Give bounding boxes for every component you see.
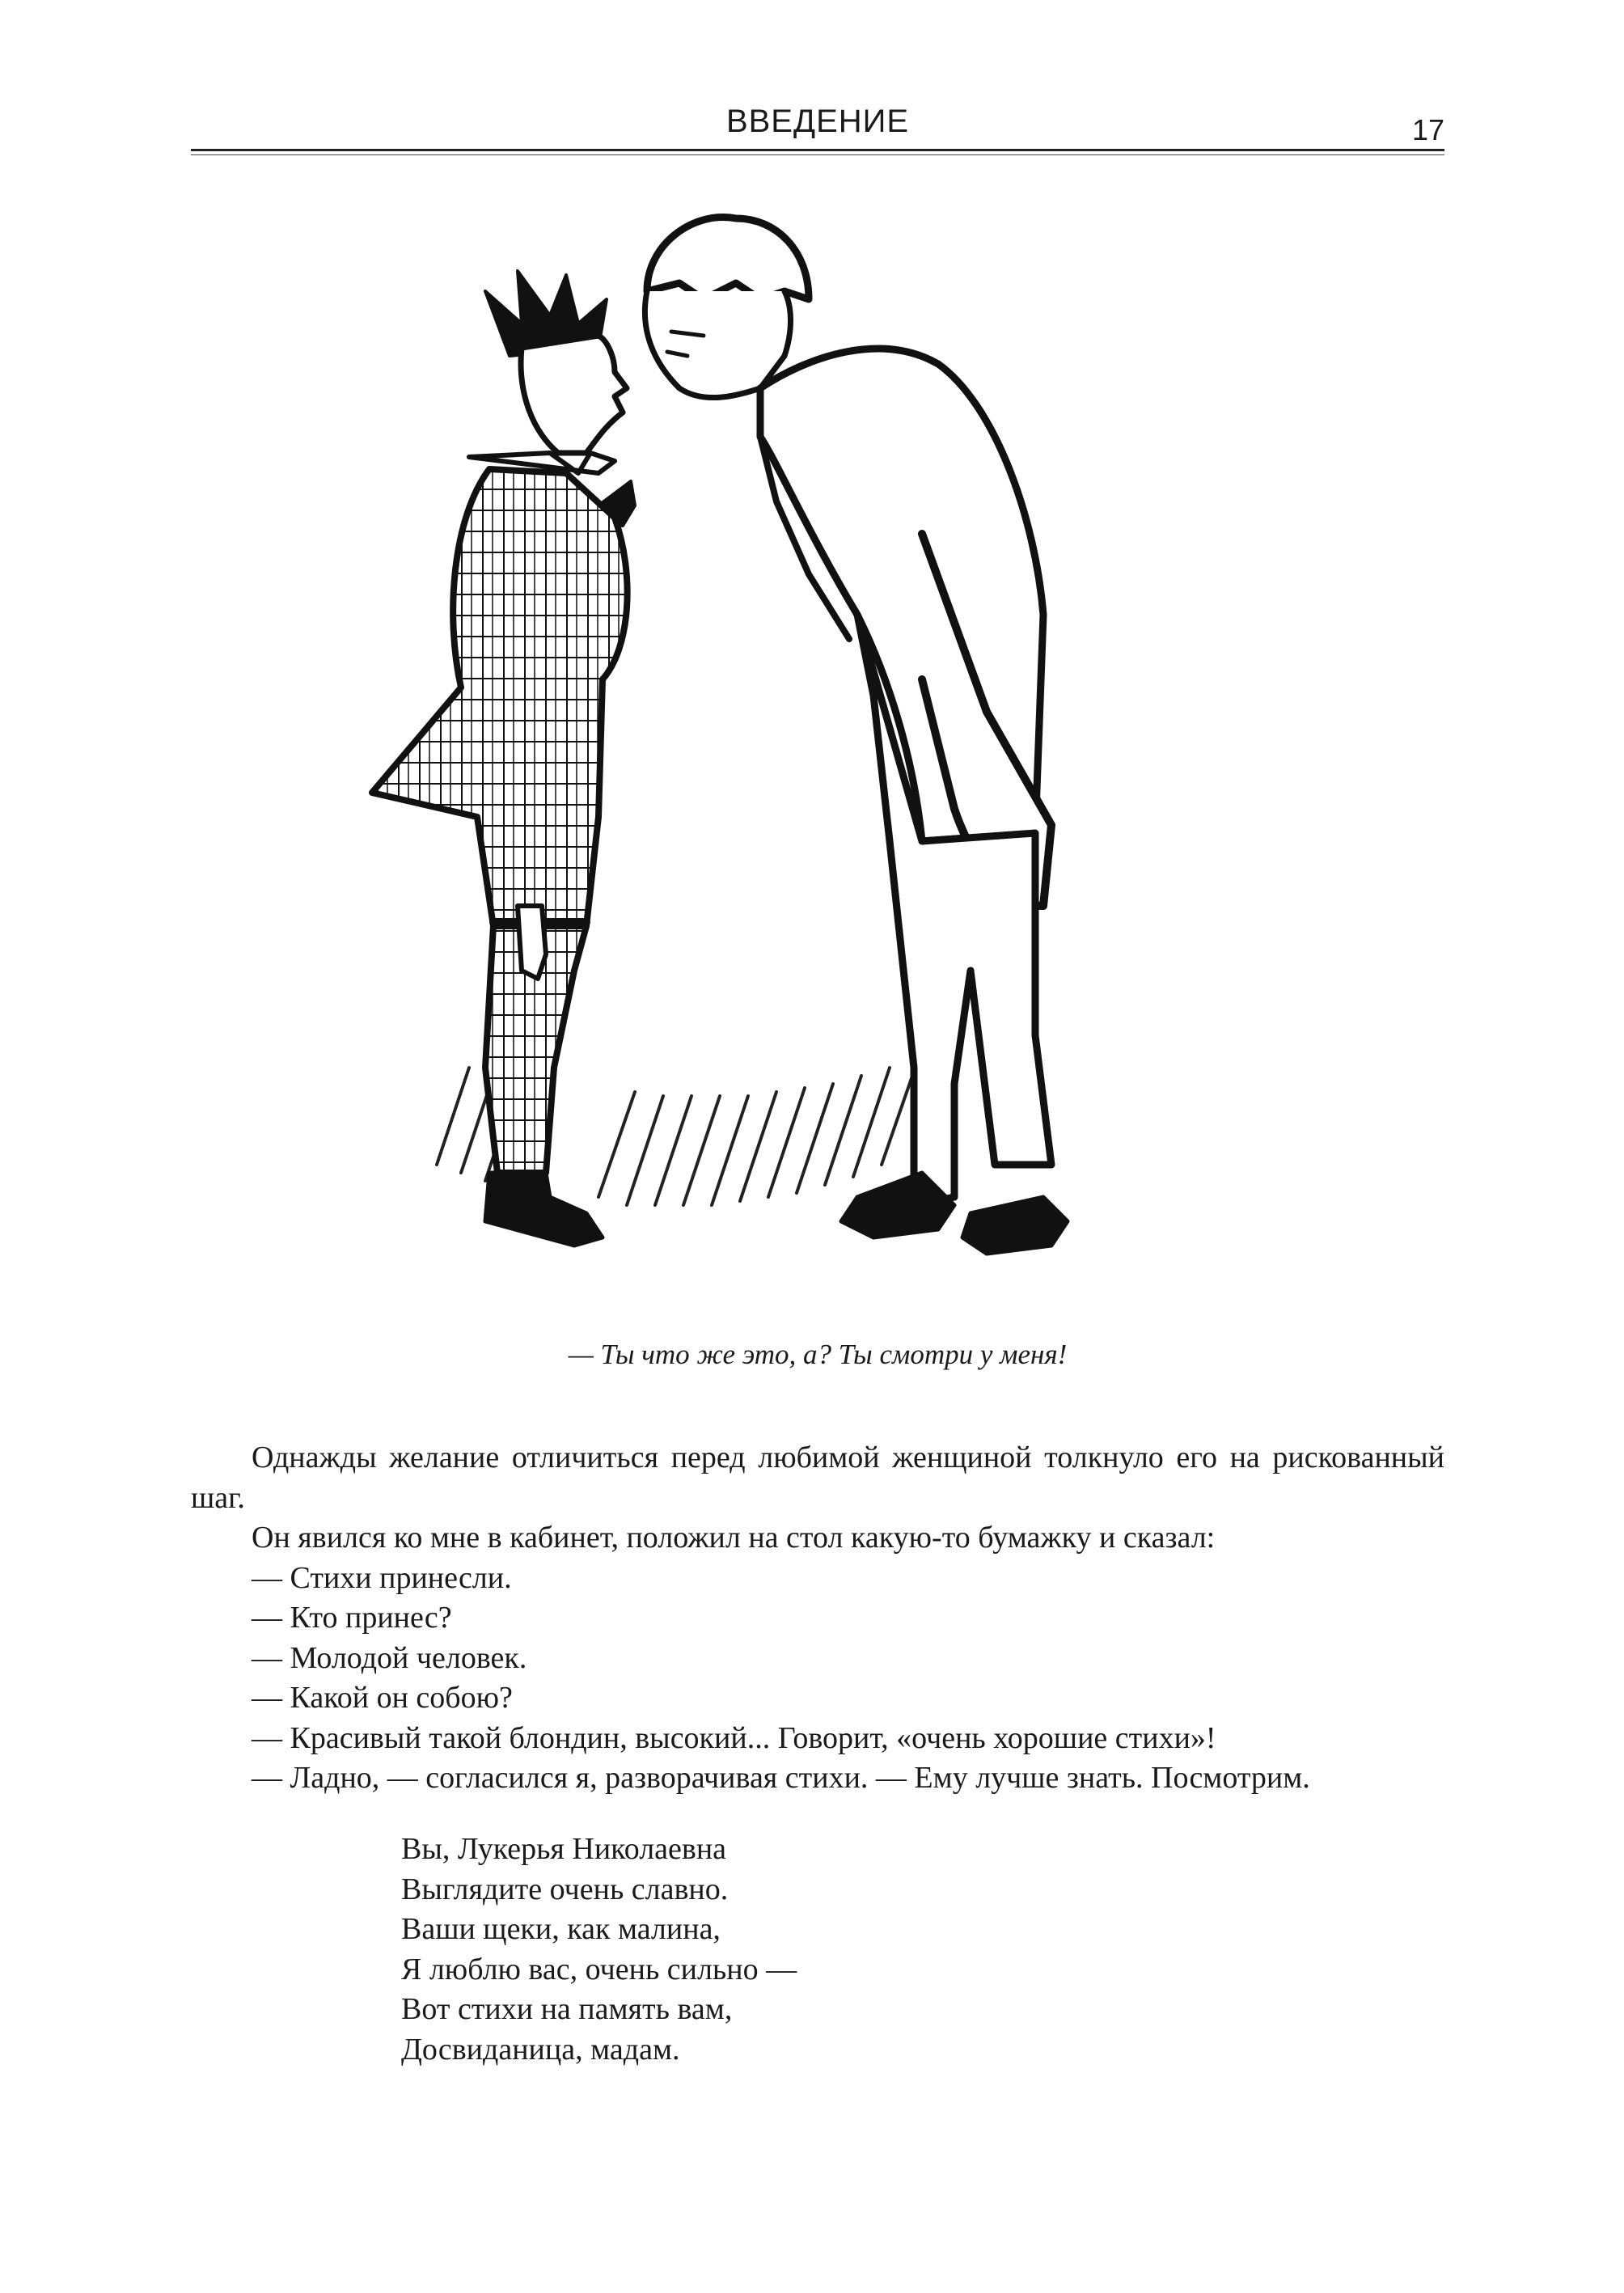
- poem-line: Выглядите очень славно.: [401, 1872, 729, 1906]
- boy-figure: [372, 271, 635, 1246]
- chapter-title: ВВЕДЕНИЕ: [725, 104, 910, 139]
- poem-line: Я люблю вас, очень сильно —: [401, 1952, 797, 1986]
- running-header: [191, 97, 1444, 162]
- paragraph: Он явился ко мне в кабинет, положил на стол какую-то бумажку и сказал:: [252, 1521, 1216, 1555]
- man-figure: [645, 217, 1068, 1254]
- body-text: [191, 1438, 1444, 1799]
- poem-line: Вы, Лукерья Николаевна: [401, 1832, 727, 1866]
- dialogue-line: — Стихи принесли.: [252, 1560, 512, 1595]
- poem: [401, 1830, 797, 2070]
- poem-line: Ваши щеки, как малина,: [401, 1912, 721, 1946]
- dialogue-line: — Красивый такой блондин, высокий... Говорит, «очень хорошие стихи»!: [252, 1720, 1216, 1755]
- header-rule-thin: [191, 154, 1444, 155]
- paragraph: Однажды желание отличиться перед любимой женщиной толкнуло его на рискованный шаг.: [191, 1441, 1444, 1515]
- illustration-caption: — Ты что же это, а? Ты смотри у меня!: [568, 1339, 1068, 1370]
- poem-line: Вот стихи на память вам,: [401, 1992, 733, 2026]
- cartoon-illustration: [356, 194, 1326, 1326]
- dialogue-line: — Молодой человек.: [252, 1640, 527, 1675]
- poem-line: Досвиданица, мадам.: [401, 2032, 680, 2067]
- dialogue-line: — Ладно, — согласился я, разворачивая стихи. — Ему лучше знать. Посмотрим.: [252, 1761, 1310, 1795]
- header-rule-thick: [191, 149, 1444, 151]
- page-number: 17: [1411, 113, 1444, 146]
- dialogue-line: — Кто принес?: [252, 1601, 452, 1635]
- dialogue-line: — Какой он собою?: [252, 1681, 513, 1715]
